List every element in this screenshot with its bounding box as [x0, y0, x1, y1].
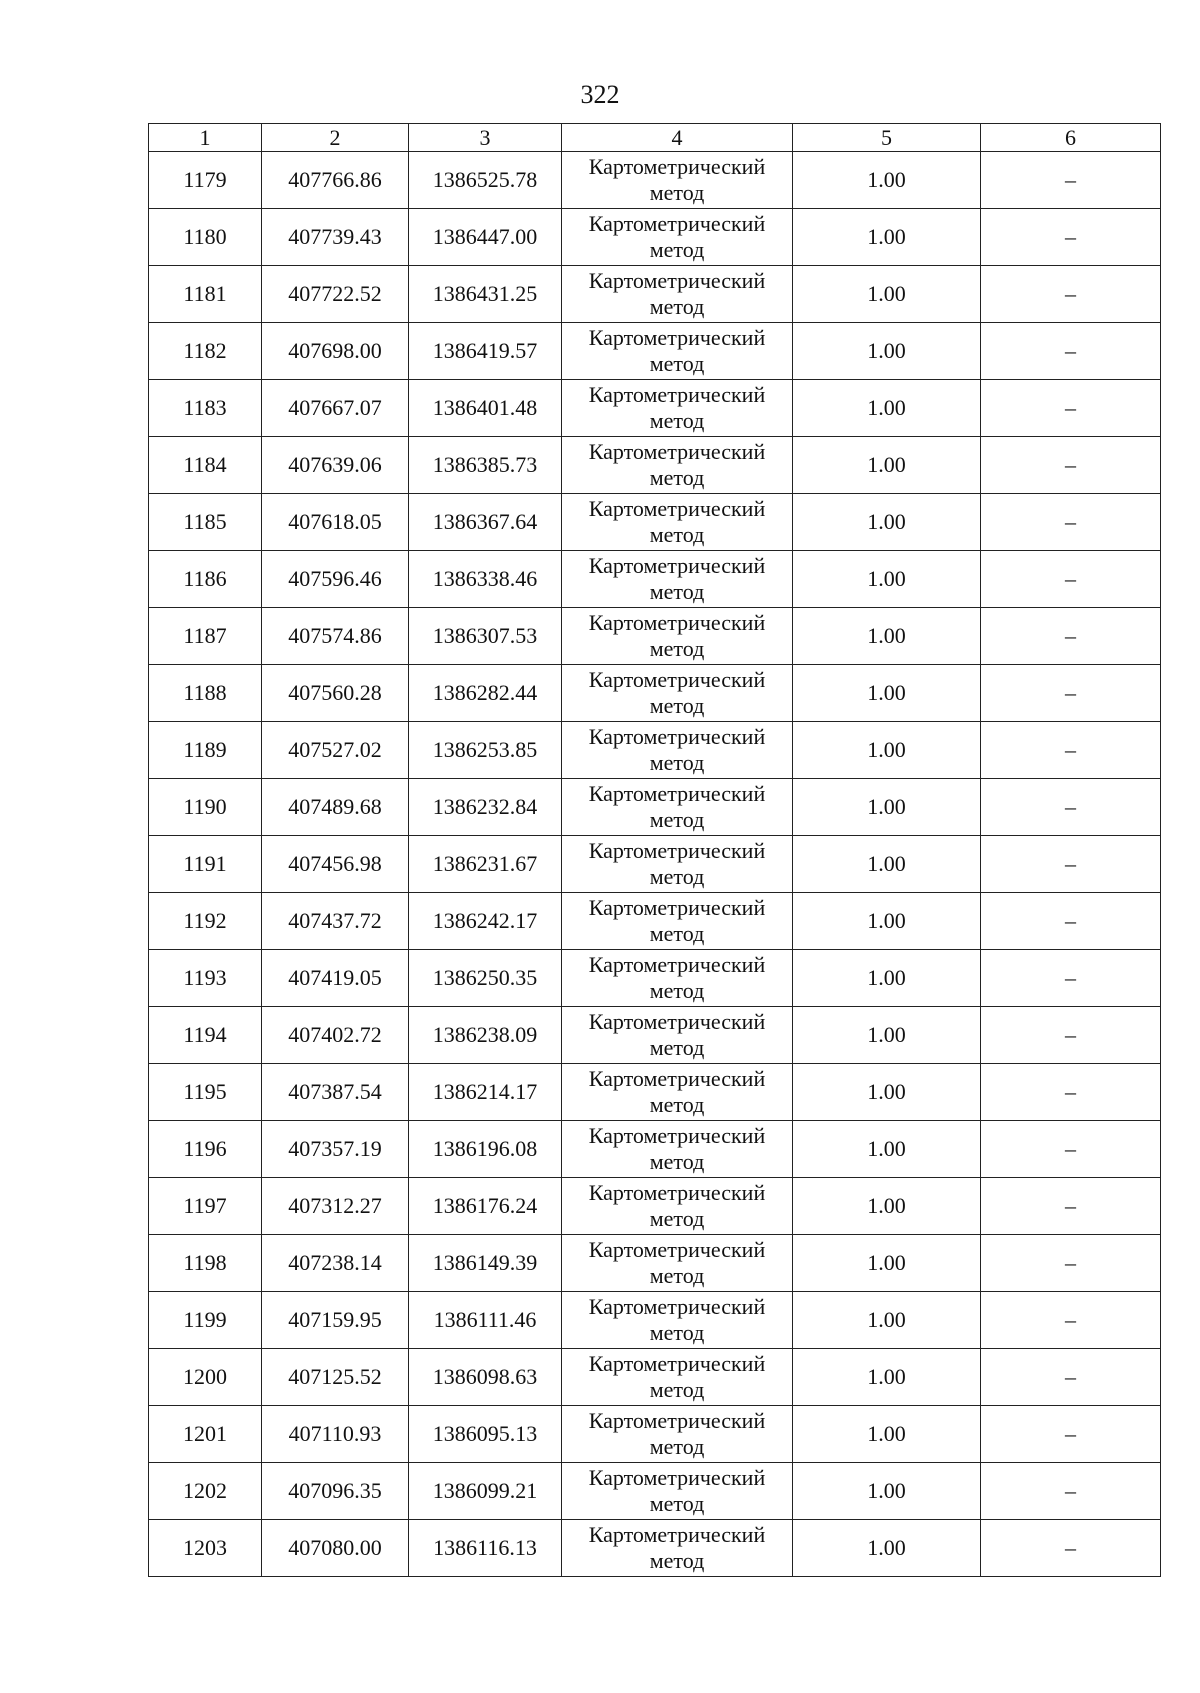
- accuracy-cell: 1.00: [793, 494, 981, 551]
- coordinates-table: [148, 123, 1161, 1577]
- point-number-cell: 1193: [149, 950, 262, 1007]
- note-cell: –: [981, 1235, 1161, 1292]
- y-coordinate-cell: 1386250.35: [409, 950, 562, 1007]
- note-cell: –: [981, 323, 1161, 380]
- y-coordinate-cell: 1386116.13: [409, 1520, 562, 1577]
- accuracy-cell: 1.00: [793, 950, 981, 1007]
- y-coordinate-cell: 1386099.21: [409, 1463, 562, 1520]
- table-header-row: [149, 124, 1161, 152]
- note-cell: –: [981, 380, 1161, 437]
- note-cell: –: [981, 1007, 1161, 1064]
- accuracy-cell: 1.00: [793, 1064, 981, 1121]
- note-cell: –: [981, 722, 1161, 779]
- point-number-cell: 1191: [149, 836, 262, 893]
- table-row: [149, 1178, 1161, 1235]
- x-coordinate-cell: 407238.14: [262, 1235, 409, 1292]
- method-cell: Картометрический метод: [562, 1121, 793, 1178]
- note-cell: –: [981, 152, 1161, 209]
- point-number-cell: 1185: [149, 494, 262, 551]
- point-number-cell: 1183: [149, 380, 262, 437]
- method-cell: Картометрический метод: [562, 836, 793, 893]
- accuracy-cell: 1.00: [793, 665, 981, 722]
- point-number-cell: 1199: [149, 1292, 262, 1349]
- method-cell: Картометрический метод: [562, 893, 793, 950]
- method-cell: Картометрический метод: [562, 722, 793, 779]
- note-cell: –: [981, 779, 1161, 836]
- accuracy-cell: 1.00: [793, 1349, 981, 1406]
- note-cell: –: [981, 1064, 1161, 1121]
- x-coordinate-cell: 407437.72: [262, 893, 409, 950]
- method-cell: Картометрический метод: [562, 494, 793, 551]
- table-row: [149, 1292, 1161, 1349]
- column-header: 4: [562, 124, 793, 152]
- y-coordinate-cell: 1386367.64: [409, 494, 562, 551]
- column-header: 5: [793, 124, 981, 152]
- x-coordinate-cell: 407387.54: [262, 1064, 409, 1121]
- method-cell: Картометрический метод: [562, 323, 793, 380]
- accuracy-cell: 1.00: [793, 1235, 981, 1292]
- method-cell: Картометрический метод: [562, 665, 793, 722]
- method-cell: Картометрический метод: [562, 437, 793, 494]
- y-coordinate-cell: 1386238.09: [409, 1007, 562, 1064]
- method-cell: Картометрический метод: [562, 1235, 793, 1292]
- page-number: 322: [580, 80, 620, 109]
- column-header: 3: [409, 124, 562, 152]
- x-coordinate-cell: 407312.27: [262, 1178, 409, 1235]
- y-coordinate-cell: 1386253.85: [409, 722, 562, 779]
- table-row: [149, 1121, 1161, 1178]
- x-coordinate-cell: 407402.72: [262, 1007, 409, 1064]
- method-cell: Картометрический метод: [562, 1520, 793, 1577]
- table-row: [149, 779, 1161, 836]
- y-coordinate-cell: 1386447.00: [409, 209, 562, 266]
- point-number-cell: 1189: [149, 722, 262, 779]
- note-cell: –: [981, 1292, 1161, 1349]
- x-coordinate-cell: 407639.06: [262, 437, 409, 494]
- accuracy-cell: 1.00: [793, 1292, 981, 1349]
- accuracy-cell: 1.00: [793, 608, 981, 665]
- method-cell: Картометрический метод: [562, 1463, 793, 1520]
- note-cell: –: [981, 1463, 1161, 1520]
- column-header: 6: [981, 124, 1161, 152]
- point-number-cell: 1179: [149, 152, 262, 209]
- table-row: [149, 323, 1161, 380]
- method-cell: Картометрический метод: [562, 1007, 793, 1064]
- y-coordinate-cell: 1386149.39: [409, 1235, 562, 1292]
- table-row: [149, 1520, 1161, 1577]
- method-cell: Картометрический метод: [562, 1349, 793, 1406]
- x-coordinate-cell: 407080.00: [262, 1520, 409, 1577]
- accuracy-cell: 1.00: [793, 779, 981, 836]
- note-cell: –: [981, 1178, 1161, 1235]
- y-coordinate-cell: 1386431.25: [409, 266, 562, 323]
- method-cell: Картометрический метод: [562, 608, 793, 665]
- note-cell: –: [981, 893, 1161, 950]
- note-cell: –: [981, 494, 1161, 551]
- point-number-cell: 1201: [149, 1406, 262, 1463]
- point-number-cell: 1186: [149, 551, 262, 608]
- table-row: [149, 494, 1161, 551]
- note-cell: –: [981, 1121, 1161, 1178]
- point-number-cell: 1196: [149, 1121, 262, 1178]
- x-coordinate-cell: 407667.07: [262, 380, 409, 437]
- x-coordinate-cell: 407125.52: [262, 1349, 409, 1406]
- method-cell: Картометрический метод: [562, 1406, 793, 1463]
- note-cell: –: [981, 266, 1161, 323]
- point-number-cell: 1192: [149, 893, 262, 950]
- accuracy-cell: 1.00: [793, 893, 981, 950]
- method-cell: Картометрический метод: [562, 1292, 793, 1349]
- y-coordinate-cell: 1386401.48: [409, 380, 562, 437]
- y-coordinate-cell: 1386176.24: [409, 1178, 562, 1235]
- table-row: [149, 1406, 1161, 1463]
- table-row: [149, 551, 1161, 608]
- table-row: [149, 1064, 1161, 1121]
- x-coordinate-cell: 407618.05: [262, 494, 409, 551]
- accuracy-cell: 1.00: [793, 551, 981, 608]
- point-number-cell: 1195: [149, 1064, 262, 1121]
- note-cell: –: [981, 437, 1161, 494]
- y-coordinate-cell: 1386111.46: [409, 1292, 562, 1349]
- point-number-cell: 1200: [149, 1349, 262, 1406]
- accuracy-cell: 1.00: [793, 1520, 981, 1577]
- table-body: [149, 152, 1161, 1577]
- table-row: [149, 209, 1161, 266]
- y-coordinate-cell: 1386214.17: [409, 1064, 562, 1121]
- table-row: [149, 380, 1161, 437]
- note-cell: –: [981, 950, 1161, 1007]
- point-number-cell: 1197: [149, 1178, 262, 1235]
- accuracy-cell: 1.00: [793, 1463, 981, 1520]
- table-row: [149, 722, 1161, 779]
- method-cell: Картометрический метод: [562, 950, 793, 1007]
- note-cell: –: [981, 1520, 1161, 1577]
- method-cell: Картометрический метод: [562, 779, 793, 836]
- point-number-cell: 1182: [149, 323, 262, 380]
- accuracy-cell: 1.00: [793, 266, 981, 323]
- table-row: [149, 266, 1161, 323]
- y-coordinate-cell: 1386242.17: [409, 893, 562, 950]
- table-row: [149, 665, 1161, 722]
- table-row: [149, 836, 1161, 893]
- accuracy-cell: 1.00: [793, 323, 981, 380]
- point-number-cell: 1190: [149, 779, 262, 836]
- point-number-cell: 1202: [149, 1463, 262, 1520]
- method-cell: Картометрический метод: [562, 1064, 793, 1121]
- y-coordinate-cell: 1386525.78: [409, 152, 562, 209]
- point-number-cell: 1198: [149, 1235, 262, 1292]
- point-number-cell: 1203: [149, 1520, 262, 1577]
- y-coordinate-cell: 1386338.46: [409, 551, 562, 608]
- x-coordinate-cell: 407698.00: [262, 323, 409, 380]
- x-coordinate-cell: 407766.86: [262, 152, 409, 209]
- x-coordinate-cell: 407574.86: [262, 608, 409, 665]
- y-coordinate-cell: 1386095.13: [409, 1406, 562, 1463]
- point-number-cell: 1187: [149, 608, 262, 665]
- accuracy-cell: 1.00: [793, 380, 981, 437]
- note-cell: –: [981, 608, 1161, 665]
- note-cell: –: [981, 836, 1161, 893]
- accuracy-cell: 1.00: [793, 437, 981, 494]
- table-row: [149, 1349, 1161, 1406]
- x-coordinate-cell: 407096.35: [262, 1463, 409, 1520]
- accuracy-cell: 1.00: [793, 836, 981, 893]
- x-coordinate-cell: 407527.02: [262, 722, 409, 779]
- accuracy-cell: 1.00: [793, 1178, 981, 1235]
- y-coordinate-cell: 1386196.08: [409, 1121, 562, 1178]
- method-cell: Картометрический метод: [562, 551, 793, 608]
- method-cell: Картометрический метод: [562, 152, 793, 209]
- y-coordinate-cell: 1386385.73: [409, 437, 562, 494]
- accuracy-cell: 1.00: [793, 1121, 981, 1178]
- method-cell: Картометрический метод: [562, 266, 793, 323]
- table-row: [149, 437, 1161, 494]
- y-coordinate-cell: 1386282.44: [409, 665, 562, 722]
- accuracy-cell: 1.00: [793, 1007, 981, 1064]
- table-row: [149, 950, 1161, 1007]
- x-coordinate-cell: 407489.68: [262, 779, 409, 836]
- note-cell: –: [981, 209, 1161, 266]
- note-cell: –: [981, 665, 1161, 722]
- x-coordinate-cell: 407159.95: [262, 1292, 409, 1349]
- point-number-cell: 1188: [149, 665, 262, 722]
- y-coordinate-cell: 1386232.84: [409, 779, 562, 836]
- table-row: [149, 1235, 1161, 1292]
- y-coordinate-cell: 1386098.63: [409, 1349, 562, 1406]
- x-coordinate-cell: 407456.98: [262, 836, 409, 893]
- method-cell: Картометрический метод: [562, 1178, 793, 1235]
- method-cell: Картометрический метод: [562, 209, 793, 266]
- y-coordinate-cell: 1386231.67: [409, 836, 562, 893]
- table-row: [149, 608, 1161, 665]
- x-coordinate-cell: 407722.52: [262, 266, 409, 323]
- column-header: 1: [149, 124, 262, 152]
- note-cell: –: [981, 1406, 1161, 1463]
- accuracy-cell: 1.00: [793, 722, 981, 779]
- x-coordinate-cell: 407739.43: [262, 209, 409, 266]
- table-row: [149, 152, 1161, 209]
- note-cell: –: [981, 551, 1161, 608]
- table-row: [149, 893, 1161, 950]
- x-coordinate-cell: 407357.19: [262, 1121, 409, 1178]
- accuracy-cell: 1.00: [793, 1406, 981, 1463]
- accuracy-cell: 1.00: [793, 209, 981, 266]
- method-cell: Картометрический метод: [562, 380, 793, 437]
- point-number-cell: 1194: [149, 1007, 262, 1064]
- x-coordinate-cell: 407560.28: [262, 665, 409, 722]
- y-coordinate-cell: 1386307.53: [409, 608, 562, 665]
- y-coordinate-cell: 1386419.57: [409, 323, 562, 380]
- point-number-cell: 1181: [149, 266, 262, 323]
- accuracy-cell: 1.00: [793, 152, 981, 209]
- point-number-cell: 1180: [149, 209, 262, 266]
- x-coordinate-cell: 407596.46: [262, 551, 409, 608]
- table-row: [149, 1463, 1161, 1520]
- point-number-cell: 1184: [149, 437, 262, 494]
- table-row: [149, 1007, 1161, 1064]
- x-coordinate-cell: 407110.93: [262, 1406, 409, 1463]
- note-cell: –: [981, 1349, 1161, 1406]
- x-coordinate-cell: 407419.05: [262, 950, 409, 1007]
- column-header: 2: [262, 124, 409, 152]
